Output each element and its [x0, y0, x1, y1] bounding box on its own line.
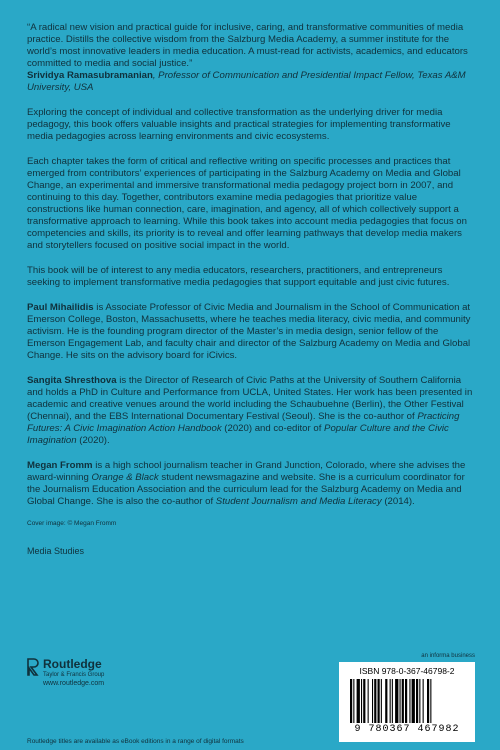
barcode-digits: 9 780367 467982 — [354, 724, 460, 735]
barcode-bar — [416, 679, 418, 723]
author-name: Sangita Shresthova — [27, 375, 117, 386]
barcode-bar — [368, 679, 369, 723]
barcode-bar — [400, 679, 401, 723]
barcode-panel — [339, 662, 475, 742]
informa-tagline: an informa business — [421, 653, 475, 659]
barcode-bar — [390, 679, 391, 723]
isbn-label: ISBN 978-0-367-46798-2 — [359, 666, 455, 676]
ebook-note: Routledge titles are available as eBook editions in a range of digital formats — [27, 738, 244, 745]
bio-text: (2020). — [76, 435, 110, 446]
bio-text: (2020) and co-editor of — [221, 423, 325, 434]
barcode-bar — [409, 679, 410, 723]
barcode-bar — [402, 679, 404, 723]
routledge-r-icon — [27, 658, 39, 676]
endorsement — [27, 22, 475, 94]
endorsement-quote: “A radical new vision and practical guide for inclusive, caring, and transformative communities of media practice. Distills the collective wisdom from the Salzburg Media Academy, a summer institute for the world’s most innovative leaders in media education. A must-read for activists, academics, and educators committed to media and social justice.” — [27, 22, 468, 69]
barcode-bar — [350, 679, 352, 723]
bio-text: student newsmagazine and website. She is a curriculum coordinator for the Journalism Education Association and the curriculum lead for the Salzburg Academy on Media and Global Change. She is also the co-author of — [27, 472, 465, 507]
description-paragraph: This book will be of interest to any media educators, researchers, practitioners, and entrepreneurs seeking to implement transformative media pedagogies that support equitable and just civic futures. — [27, 265, 450, 288]
description-paragraph: Exploring the concept of individual and collective transformation as the underlying driver for media pedagogy, this book offers valuable insights and practical strategies for implementing transformative media pedagogies across learning environments and civic ecosystems. — [27, 107, 451, 142]
barcode-bar — [427, 679, 429, 723]
barcode-bar — [405, 679, 407, 723]
barcode-bar — [361, 679, 362, 723]
barcode-bar — [363, 679, 365, 723]
routledge-logo — [27, 658, 104, 689]
author-name: Paul Mihailidis — [27, 302, 94, 313]
endorser-name: Srividya Ramasubramanian — [27, 70, 153, 81]
bio-text: is a high school journalism teacher in Grand Junction, Colorado, where she advises the award-winning — [27, 460, 466, 483]
bio-text: is the Director of Research of Civic Paths at the University of Southern California and holds a PhD in Culture and Performance from UCLA, United States. Her work has been presented in academic and creative venues around the world including the Schaubuehne (Berlin), the Other Festival (Chennai), and the EBS International Documentary Festival (Seoul). She is the co-author of — [27, 375, 473, 422]
barcode-bar — [378, 679, 380, 723]
barcode-bar — [374, 679, 376, 723]
endorser-affiliation: , Professor of Communication and Presidential Impact Fellow, Texas A&M University, USA — [27, 70, 466, 93]
author-name: Megan Fromm — [27, 460, 93, 471]
cover-credit: Cover image: © Megan Fromm — [27, 520, 117, 527]
description-paragraph: Each chapter takes the form of critical and reflective writing on specific processes and practices that emerged from contributors’ experiences of participating in the Salzburg Academy on Media and Global Change, an experimental and immersive transformational media pedagogy project born in 2007, and continuing to this day. Together, contributors examine media pedagogies that prioritize value constructions like human connection, care, imagination, and agency, all of which collectively support a transformative approach to learning. While this book takes into account media pedagogies that focus on competencies and skills, its priority is to reveal and offer learning pathways that develop media makers and storytellers focused on positive social impact in the world. — [27, 156, 467, 251]
barcode-bar — [385, 679, 387, 723]
barcode-bar — [419, 679, 420, 723]
book-title: Popular Culture and the Civic Imagination — [27, 423, 449, 446]
author-bio-paul — [27, 302, 475, 362]
bio-text: (2014). — [381, 496, 415, 507]
author-bio-megan — [27, 460, 475, 508]
barcode-bar — [430, 679, 431, 723]
publisher-footer — [27, 653, 475, 735]
back-cover-text — [27, 22, 475, 557]
book-title: Practicing Futures: A Civic Imagination Action Handbook — [27, 411, 460, 434]
author-bio-sangita — [27, 375, 475, 447]
publisher-name: Routledge — [43, 657, 102, 671]
barcode-bar — [381, 679, 382, 723]
barcode-bar — [357, 679, 360, 723]
subject-category: Media Studies — [27, 546, 85, 556]
barcode-bar — [412, 679, 415, 723]
barcode-bar — [372, 679, 373, 723]
barcode-bar — [423, 679, 424, 723]
publication-title: Orange & Black — [91, 472, 159, 483]
publisher-url: www.routledge.com — [43, 680, 105, 687]
barcode-bar — [353, 679, 354, 723]
barcode-bar — [392, 679, 393, 723]
barcode-bars — [348, 679, 466, 723]
barcode-bar — [395, 679, 398, 723]
book-title: Student Journalism and Media Literacy — [215, 496, 382, 507]
publisher-group: Taylor & Francis Group — [43, 672, 105, 678]
bio-text: is Associate Professor of Civic Media and Journalism in the School of Communication at Emerson College, Boston, Massachusetts, where he teaches media literacy, civic media, and community activism. He is the founding program director of the Master’s in media design, senior fellow of the Emerson Engagement Lab, and faculty chair and director of the Salzburg Academy on Media and Global Change. He sits on the advisory board for iCivics. — [27, 302, 471, 361]
